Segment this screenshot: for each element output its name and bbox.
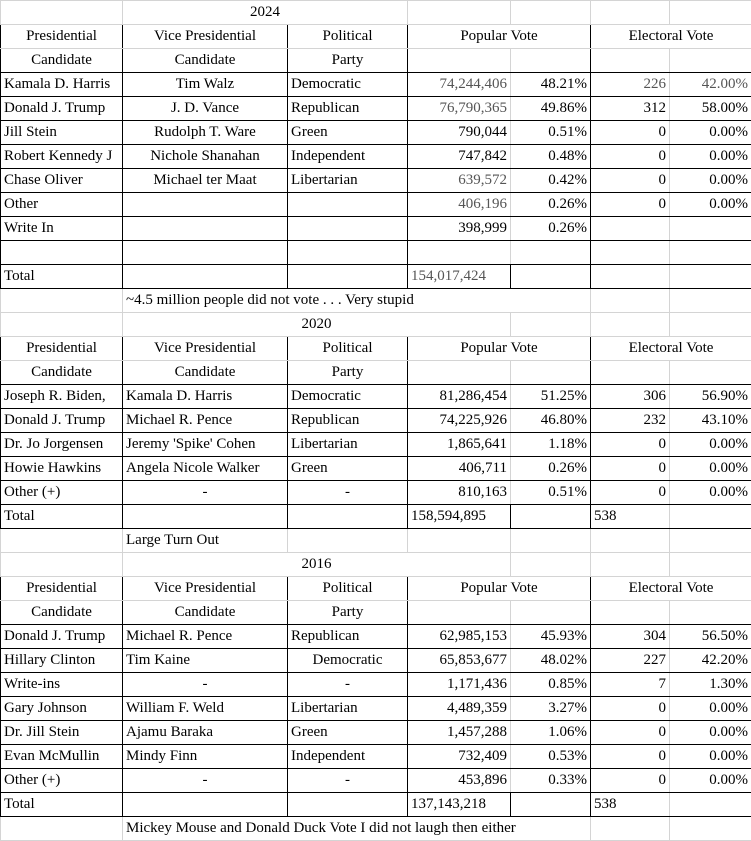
party-cell[interactable]: [288, 193, 408, 217]
header-row-1: [1, 25, 751, 49]
vp-candidate-cell[interactable]: -: [123, 769, 288, 793]
pres-candidate-cell[interactable]: Write-ins: [1, 673, 123, 697]
cell[interactable]: [670, 553, 751, 577]
cell[interactable]: [670, 1, 751, 25]
pres-candidate-cell[interactable]: Other (+): [1, 769, 123, 793]
cell[interactable]: [591, 265, 670, 289]
electoral-votes-cell[interactable]: 0: [591, 145, 670, 169]
electoral-pct-cell[interactable]: 0.00%: [670, 121, 751, 145]
blank-row: [1, 241, 751, 265]
popular-votes-cell[interactable]: 1,171,436: [408, 673, 511, 697]
header-electoral-vote[interactable]: Electoral Vote: [591, 337, 751, 361]
cell[interactable]: [288, 241, 408, 265]
header-political[interactable]: Political: [288, 25, 408, 49]
cell[interactable]: [670, 241, 751, 265]
electoral-pct-cell[interactable]: 0.00%: [670, 193, 751, 217]
electoral-votes-cell[interactable]: [591, 217, 670, 241]
header-presidential[interactable]: Presidential: [1, 25, 123, 49]
popular-votes-cell[interactable]: 406,196: [408, 193, 511, 217]
popular-votes-cell[interactable]: 74,225,926: [408, 409, 511, 433]
header-row-1: [1, 337, 751, 361]
vp-candidate-cell[interactable]: Mindy Finn: [123, 745, 288, 769]
vp-candidate-cell[interactable]: -: [123, 673, 288, 697]
electoral-votes-cell[interactable]: 0: [591, 193, 670, 217]
electoral-votes-cell[interactable]: 0: [591, 697, 670, 721]
header-popular-vote[interactable]: Popular Vote: [408, 25, 591, 49]
header-electoral-vote[interactable]: Electoral Vote: [591, 25, 751, 49]
popular-votes-cell[interactable]: 747,842: [408, 145, 511, 169]
cell[interactable]: [670, 265, 751, 289]
electoral-votes-cell[interactable]: 312: [591, 97, 670, 121]
electoral-votes-cell[interactable]: 0: [591, 121, 670, 145]
note-row-2020: [1, 529, 751, 553]
party-cell[interactable]: Libertarian: [288, 433, 408, 457]
electoral-votes-cell[interactable]: 232: [591, 409, 670, 433]
pres-candidate-cell[interactable]: Joseph R. Biden,: [1, 385, 123, 409]
cell[interactable]: [1, 241, 123, 265]
cell[interactable]: [670, 817, 751, 841]
cell[interactable]: [408, 361, 511, 385]
year-label-2020[interactable]: 2020: [123, 313, 511, 337]
electoral-votes-cell[interactable]: 0: [591, 745, 670, 769]
popular-votes-cell[interactable]: 732,409: [408, 745, 511, 769]
table-row: [1, 97, 751, 121]
year-label-2024[interactable]: 2024: [123, 1, 408, 25]
cell[interactable]: [288, 505, 408, 529]
total-row-2016: [1, 793, 751, 817]
cell[interactable]: [591, 289, 670, 313]
popular-pct-cell[interactable]: 0.85%: [511, 673, 591, 697]
table-row: [1, 673, 751, 697]
vp-candidate-cell[interactable]: Tim Walz: [123, 73, 288, 97]
cell[interactable]: [1, 529, 123, 553]
cell[interactable]: [408, 529, 511, 553]
cell[interactable]: [511, 265, 591, 289]
vp-candidate-cell[interactable]: J. D. Vance: [123, 97, 288, 121]
party-cell[interactable]: Green: [288, 457, 408, 481]
cell[interactable]: [1, 313, 123, 337]
vp-candidate-cell[interactable]: Rudolph T. Ware: [123, 121, 288, 145]
cell[interactable]: [408, 1, 511, 25]
cell[interactable]: [670, 289, 751, 313]
header-vice-presidential[interactable]: Vice Presidential: [123, 577, 288, 601]
table-row: [1, 385, 751, 409]
cell[interactable]: [1, 817, 123, 841]
popular-votes-cell[interactable]: 4,489,359: [408, 697, 511, 721]
cell[interactable]: [1, 1, 123, 25]
table-row: [1, 721, 751, 745]
table-row: [1, 481, 751, 505]
cell[interactable]: [670, 505, 751, 529]
pres-candidate-cell[interactable]: Robert Kennedy J: [1, 145, 123, 169]
electoral-pct-cell[interactable]: 56.50%: [670, 625, 751, 649]
party-cell[interactable]: [288, 217, 408, 241]
electoral-votes-cell[interactable]: 0: [591, 481, 670, 505]
header-party[interactable]: Party: [288, 361, 408, 385]
cell[interactable]: [670, 313, 751, 337]
total-row-2024: [1, 265, 751, 289]
popular-pct-cell[interactable]: 0.42%: [511, 169, 591, 193]
cell[interactable]: [670, 49, 751, 73]
electoral-pct-cell[interactable]: 0.00%: [670, 169, 751, 193]
pres-candidate-cell[interactable]: Evan McMullin: [1, 745, 123, 769]
party-cell[interactable]: -: [288, 481, 408, 505]
cell[interactable]: [288, 529, 408, 553]
cell[interactable]: [591, 817, 670, 841]
popular-pct-cell[interactable]: 45.93%: [511, 625, 591, 649]
header-row-2: [1, 49, 751, 73]
party-cell[interactable]: Green: [288, 121, 408, 145]
header-political[interactable]: Political: [288, 577, 408, 601]
electoral-pct-cell[interactable]: 43.10%: [670, 409, 751, 433]
total-votes-2016[interactable]: 137,143,218: [408, 793, 511, 817]
table-row: [1, 649, 751, 673]
popular-votes-cell[interactable]: 790,044: [408, 121, 511, 145]
electoral-votes-cell[interactable]: 0: [591, 433, 670, 457]
year-row-2020: [1, 313, 751, 337]
header-row-1: [1, 577, 751, 601]
header-electoral-vote[interactable]: Electoral Vote: [591, 577, 751, 601]
electoral-votes-cell[interactable]: 226: [591, 73, 670, 97]
header-row-2: [1, 601, 751, 625]
pres-candidate-cell[interactable]: Dr. Jill Stein: [1, 721, 123, 745]
total-votes-2024[interactable]: 154,017,424: [408, 265, 511, 289]
table-row: [1, 193, 751, 217]
total-electoral-2020[interactable]: 538: [591, 505, 670, 529]
pres-candidate-cell[interactable]: Write In: [1, 217, 123, 241]
cell[interactable]: [591, 49, 670, 73]
electoral-votes-cell[interactable]: 304: [591, 625, 670, 649]
popular-votes-cell[interactable]: 74,244,406: [408, 73, 511, 97]
cell[interactable]: [123, 793, 288, 817]
vp-candidate-cell[interactable]: William F. Weld: [123, 697, 288, 721]
header-row-2: [1, 361, 751, 385]
header-candidate[interactable]: Candidate: [1, 601, 123, 625]
table-row: [1, 697, 751, 721]
cell[interactable]: [511, 529, 591, 553]
popular-votes-cell[interactable]: 1,457,288: [408, 721, 511, 745]
popular-pct-cell[interactable]: 0.26%: [511, 193, 591, 217]
electoral-pct-cell[interactable]: [670, 217, 751, 241]
pres-candidate-cell[interactable]: Kamala D. Harris: [1, 73, 123, 97]
party-cell[interactable]: Democratic: [288, 649, 408, 673]
pres-candidate-cell[interactable]: Chase Oliver: [1, 169, 123, 193]
cell[interactable]: [408, 601, 511, 625]
header-presidential[interactable]: Presidential: [1, 337, 123, 361]
pres-candidate-cell[interactable]: Hillary Clinton: [1, 649, 123, 673]
cell[interactable]: [1, 553, 123, 577]
cell[interactable]: [591, 241, 670, 265]
cell[interactable]: [591, 553, 670, 577]
popular-pct-cell[interactable]: 51.25%: [511, 385, 591, 409]
note-2020[interactable]: Large Turn Out: [123, 529, 288, 553]
table-row: [1, 145, 751, 169]
pres-candidate-cell[interactable]: Jill Stein: [1, 121, 123, 145]
electoral-votes-cell[interactable]: 7: [591, 673, 670, 697]
electoral-pct-cell[interactable]: 0.00%: [670, 433, 751, 457]
vp-candidate-cell[interactable]: -: [123, 481, 288, 505]
cell[interactable]: [408, 49, 511, 73]
year-row-2016: [1, 553, 751, 577]
popular-pct-cell[interactable]: 3.27%: [511, 697, 591, 721]
electoral-pct-cell[interactable]: 0.00%: [670, 457, 751, 481]
cell[interactable]: [288, 793, 408, 817]
header-party[interactable]: Party: [288, 49, 408, 73]
party-cell[interactable]: Independent: [288, 745, 408, 769]
note-2016[interactable]: Mickey Mouse and Donald Duck Vote I did not laugh then either: [123, 817, 591, 841]
pres-candidate-cell[interactable]: Howie Hawkins: [1, 457, 123, 481]
cell[interactable]: [511, 361, 591, 385]
electoral-pct-cell[interactable]: 58.00%: [670, 97, 751, 121]
vp-candidate-cell[interactable]: [123, 193, 288, 217]
cell[interactable]: [511, 505, 591, 529]
electoral-pct-cell[interactable]: 0.00%: [670, 721, 751, 745]
electoral-votes-cell[interactable]: 227: [591, 649, 670, 673]
total-electoral-2016[interactable]: 538: [591, 793, 670, 817]
electoral-pct-cell[interactable]: 1.30%: [670, 673, 751, 697]
pres-candidate-cell[interactable]: Donald J. Trump: [1, 97, 123, 121]
electoral-pct-cell[interactable]: 0.00%: [670, 145, 751, 169]
popular-pct-cell[interactable]: 0.51%: [511, 481, 591, 505]
popular-pct-cell[interactable]: 1.06%: [511, 721, 591, 745]
electoral-votes-cell[interactable]: 0: [591, 769, 670, 793]
popular-pct-cell[interactable]: 0.53%: [511, 745, 591, 769]
popular-votes-cell[interactable]: 453,896: [408, 769, 511, 793]
vp-candidate-cell[interactable]: Kamala D. Harris: [123, 385, 288, 409]
party-cell[interactable]: Republican: [288, 409, 408, 433]
electoral-pct-cell[interactable]: 56.90%: [670, 385, 751, 409]
pres-candidate-cell[interactable]: Dr. Jo Jorgensen: [1, 433, 123, 457]
vp-candidate-cell[interactable]: Michael R. Pence: [123, 409, 288, 433]
popular-votes-cell[interactable]: 406,711: [408, 457, 511, 481]
cell[interactable]: [591, 361, 670, 385]
header-vice-presidential[interactable]: Vice Presidential: [123, 337, 288, 361]
popular-votes-cell[interactable]: 398,999: [408, 217, 511, 241]
pres-candidate-cell[interactable]: Donald J. Trump: [1, 409, 123, 433]
popular-votes-cell[interactable]: 810,163: [408, 481, 511, 505]
table-row: [1, 625, 751, 649]
table-row: [1, 169, 751, 193]
vp-candidate-cell[interactable]: Ajamu Baraka: [123, 721, 288, 745]
party-cell[interactable]: Democratic: [288, 73, 408, 97]
table-row: [1, 769, 751, 793]
year-label-2016[interactable]: 2016: [123, 553, 511, 577]
electoral-votes-cell[interactable]: 0: [591, 169, 670, 193]
header-political[interactable]: Political: [288, 337, 408, 361]
popular-votes-cell[interactable]: 62,985,153: [408, 625, 511, 649]
table-row: [1, 121, 751, 145]
popular-pct-cell[interactable]: 0.26%: [511, 457, 591, 481]
party-cell[interactable]: Libertarian: [288, 697, 408, 721]
popular-pct-cell[interactable]: 46.80%: [511, 409, 591, 433]
vp-candidate-cell[interactable]: Nichole Shanahan: [123, 145, 288, 169]
cell[interactable]: [123, 265, 288, 289]
header-popular-vote[interactable]: Popular Vote: [408, 577, 591, 601]
header-candidate[interactable]: Candidate: [1, 361, 123, 385]
cell[interactable]: [408, 241, 511, 265]
year-row-2024: [1, 1, 751, 25]
cell[interactable]: [511, 49, 591, 73]
electoral-pct-cell[interactable]: 42.00%: [670, 73, 751, 97]
cell[interactable]: [511, 313, 591, 337]
electoral-pct-cell[interactable]: 0.00%: [670, 745, 751, 769]
cell[interactable]: [123, 505, 288, 529]
pres-candidate-cell[interactable]: Donald J. Trump: [1, 625, 123, 649]
cell[interactable]: [591, 601, 670, 625]
cell[interactable]: [670, 793, 751, 817]
electoral-votes-cell[interactable]: 0: [591, 457, 670, 481]
note-row-2016: [1, 817, 751, 841]
party-cell[interactable]: -: [288, 769, 408, 793]
cell[interactable]: [123, 241, 288, 265]
total-row-2020: [1, 505, 751, 529]
table-row: [1, 433, 751, 457]
table-row: [1, 457, 751, 481]
pres-candidate-cell[interactable]: Gary Johnson: [1, 697, 123, 721]
popular-pct-cell[interactable]: 0.51%: [511, 121, 591, 145]
total-label[interactable]: Total: [1, 793, 123, 817]
vp-candidate-cell[interactable]: Michael ter Maat: [123, 169, 288, 193]
vp-candidate-cell[interactable]: Tim Kaine: [123, 649, 288, 673]
cell[interactable]: [511, 601, 591, 625]
popular-votes-cell[interactable]: 639,572: [408, 169, 511, 193]
party-cell[interactable]: -: [288, 673, 408, 697]
popular-pct-cell[interactable]: 48.02%: [511, 649, 591, 673]
total-label[interactable]: Total: [1, 505, 123, 529]
header-candidate[interactable]: Candidate: [123, 49, 288, 73]
cell[interactable]: [591, 313, 670, 337]
cell[interactable]: [670, 361, 751, 385]
total-label[interactable]: Total: [1, 265, 123, 289]
cell[interactable]: [288, 265, 408, 289]
table-row: [1, 217, 751, 241]
cell[interactable]: [511, 1, 591, 25]
popular-votes-cell[interactable]: 1,865,641: [408, 433, 511, 457]
cell[interactable]: [1, 289, 123, 313]
cell[interactable]: [511, 793, 591, 817]
header-vice-presidential[interactable]: Vice Presidential: [123, 25, 288, 49]
electoral-votes-cell[interactable]: 0: [591, 721, 670, 745]
note-row-2024: [1, 289, 751, 313]
popular-pct-cell[interactable]: 0.26%: [511, 217, 591, 241]
party-cell[interactable]: Republican: [288, 625, 408, 649]
electoral-pct-cell[interactable]: 0.00%: [670, 697, 751, 721]
table-row: [1, 73, 751, 97]
vp-candidate-cell[interactable]: Angela Nicole Walker: [123, 457, 288, 481]
popular-pct-cell[interactable]: 0.33%: [511, 769, 591, 793]
total-votes-2020[interactable]: 158,594,895: [408, 505, 511, 529]
pres-candidate-cell[interactable]: Other: [1, 193, 123, 217]
party-cell[interactable]: Democratic: [288, 385, 408, 409]
header-presidential[interactable]: Presidential: [1, 577, 123, 601]
party-cell[interactable]: Green: [288, 721, 408, 745]
popular-pct-cell[interactable]: 48.21%: [511, 73, 591, 97]
note-2024[interactable]: ~4.5 million people did not vote . . . Very stupid: [123, 289, 591, 313]
party-cell[interactable]: Republican: [288, 97, 408, 121]
popular-pct-cell[interactable]: 49.86%: [511, 97, 591, 121]
vp-candidate-cell[interactable]: [123, 217, 288, 241]
party-cell[interactable]: Independent: [288, 145, 408, 169]
header-popular-vote[interactable]: Popular Vote: [408, 337, 591, 361]
cell[interactable]: [670, 601, 751, 625]
cell[interactable]: [511, 553, 591, 577]
header-candidate[interactable]: Candidate: [123, 361, 288, 385]
electoral-votes-cell[interactable]: 306: [591, 385, 670, 409]
cell[interactable]: [670, 529, 751, 553]
header-candidate[interactable]: Candidate: [123, 601, 288, 625]
popular-votes-cell[interactable]: 76,790,365: [408, 97, 511, 121]
table-row: [1, 409, 751, 433]
pres-candidate-cell[interactable]: Other (+): [1, 481, 123, 505]
electoral-pct-cell[interactable]: 0.00%: [670, 481, 751, 505]
popular-votes-cell[interactable]: 65,853,677: [408, 649, 511, 673]
header-party[interactable]: Party: [288, 601, 408, 625]
cell[interactable]: [591, 529, 670, 553]
cell[interactable]: [591, 1, 670, 25]
party-cell[interactable]: Libertarian: [288, 169, 408, 193]
cell[interactable]: [511, 241, 591, 265]
vp-candidate-cell[interactable]: Michael R. Pence: [123, 625, 288, 649]
vp-candidate-cell[interactable]: Jeremy 'Spike' Cohen: [123, 433, 288, 457]
electoral-pct-cell[interactable]: 42.20%: [670, 649, 751, 673]
popular-votes-cell[interactable]: 81,286,454: [408, 385, 511, 409]
header-candidate[interactable]: Candidate: [1, 49, 123, 73]
popular-pct-cell[interactable]: 0.48%: [511, 145, 591, 169]
popular-pct-cell[interactable]: 1.18%: [511, 433, 591, 457]
table-row: [1, 745, 751, 769]
electoral-pct-cell[interactable]: 0.00%: [670, 769, 751, 793]
